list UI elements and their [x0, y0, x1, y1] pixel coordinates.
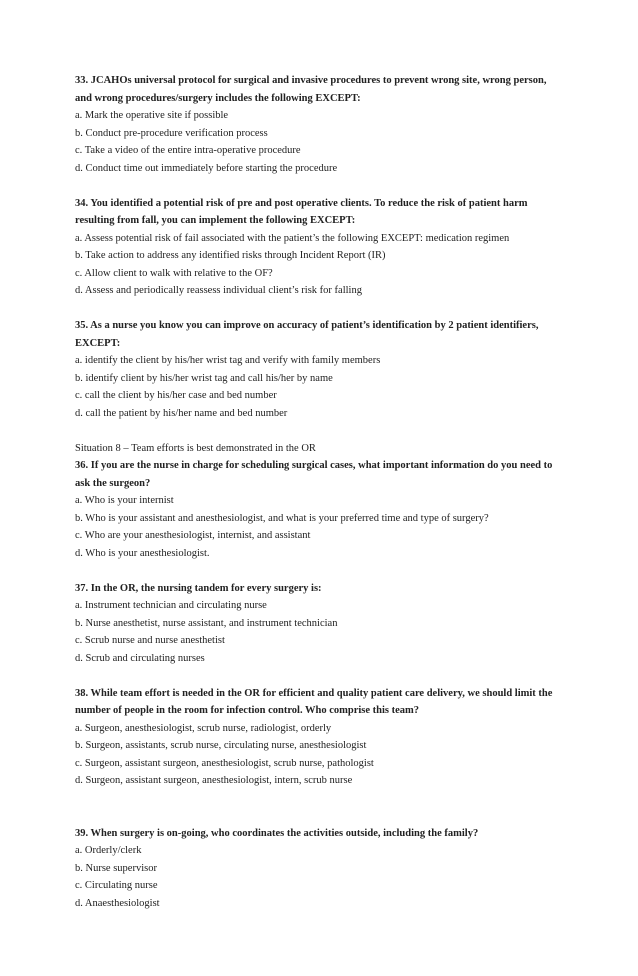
option-a: a. Instrument technician and circulating nurse	[75, 600, 267, 611]
document-page	[75, 72, 565, 930]
question-text: 38. While team effort is needed in the OR for efficient and quality patient care delivery, we should limit the number of people in the room for infection control. Who comprise this team?	[75, 687, 553, 716]
question-text: 34. You identified a potential risk of pre and post operative clients. To reduce the risk of patient harm resulting from fall, you can implement the following EXCEPT:	[75, 197, 528, 226]
option-b: b. Take action to address any identified risks through Incident Report (IR)	[75, 250, 386, 261]
option-b: b. Who is your assistant and anesthesiologist, and what is your preferred time and type of surgery?	[75, 512, 489, 524]
option-d: d. Surgeon, assistant surgeon, anesthesiologist, intern, scrub nurse	[75, 775, 353, 786]
option-a: a. identify the client by his/her wrist tag and verify with family members	[75, 355, 381, 366]
option-c: c. Who are your anesthesiologist, internist, and assistant	[75, 530, 311, 541]
option-d: d. call the patient by his/her name and bed number	[75, 407, 288, 419]
question-text: 36. If you are the nurse in charge for scheduling surgical cases, what important information do you need to ask the surgeon?	[75, 460, 553, 489]
option-d: d. Conduct time out immediately before starting the procedure	[75, 162, 338, 174]
question-text: 39. When surgery is on-going, who coordinates the activities outside, including the family?	[75, 827, 479, 839]
question-text: 35. As a nurse you know you can improve on accuracy of patient’s identification by 2 patient identifiers, EXCEPT:	[75, 320, 539, 349]
situation-heading: Situation 8 – Team efforts is best demonstrated in the OR	[75, 442, 316, 454]
option-c: c. Take a video of the entire intra-operative procedure	[75, 145, 301, 156]
option-c: c. Allow client to walk with relative to the OF?	[75, 267, 273, 279]
option-d: d. Anaesthesiologist	[75, 897, 160, 909]
option-b: b. Nurse supervisor	[75, 862, 157, 874]
option-c: c. call the client by his/her case and bed number	[75, 390, 277, 401]
option-a: a. Surgeon, anesthesiologist, scrub nurse, radiologist, orderly	[75, 722, 332, 734]
option-d: d. Who is your anesthesiologist.	[75, 547, 210, 559]
question-35	[75, 317, 565, 422]
question-37	[75, 580, 565, 668]
question-38	[75, 685, 565, 790]
option-d: d. Scrub and circulating nurses	[75, 652, 205, 664]
question-36	[75, 440, 565, 563]
option-a: a. Assess potential risk of fail associated with the patient’s the following EXCEPT: medication regimen	[75, 232, 510, 244]
option-b: b. Conduct pre-procedure verification process	[75, 127, 268, 139]
option-a: a. Orderly/clerk	[75, 845, 142, 856]
option-b: b. Surgeon, assistants, scrub nurse, circulating nurse, anesthesiologist	[75, 740, 367, 751]
question-34	[75, 195, 565, 300]
option-b: b. identify client by his/her wrist tag and call his/her by name	[75, 372, 333, 384]
option-a: a. Who is your internist	[75, 495, 174, 506]
question-39	[75, 825, 565, 913]
option-b: b. Nurse anesthetist, nurse assistant, and instrument technician	[75, 617, 338, 629]
question-33	[75, 72, 565, 177]
option-c: c. Scrub nurse and nurse anesthetist	[75, 635, 225, 646]
option-c: c. Surgeon, assistant surgeon, anesthesiologist, scrub nurse, pathologist	[75, 757, 374, 769]
question-text: 37. In the OR, the nursing tandem for every surgery is:	[75, 582, 322, 594]
option-d: d. Assess and periodically reassess individual client’s risk for falling	[75, 285, 362, 296]
option-a: a. Mark the operative site if possible	[75, 110, 229, 121]
option-c: c. Circulating nurse	[75, 880, 158, 891]
question-text: 33. JCAHOs universal protocol for surgical and invasive procedures to prevent wrong site, wrong person, and wrong procedures/surgery includes the following EXCEPT:	[75, 75, 547, 104]
